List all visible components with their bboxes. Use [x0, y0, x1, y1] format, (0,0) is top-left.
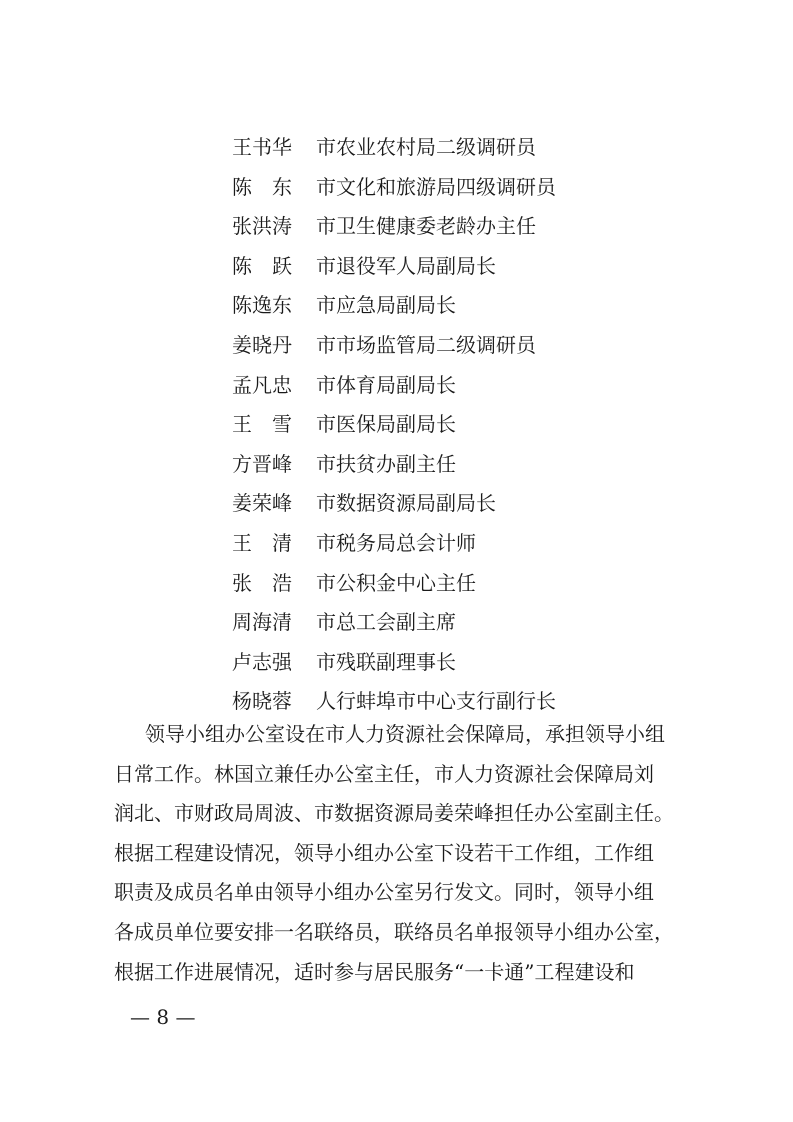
member-title: 市扶贫办副主任 [316, 451, 456, 476]
paragraph-line: 各成员单位要安排一名联络员，联络员名单报领导小组办公室， [114, 919, 674, 944]
member-title: 市数据资源局副局长 [316, 491, 496, 516]
member-row [232, 366, 702, 406]
paragraph-line: 根据工作进展情况，适时参与居民服务“一卡通”工程建设和 [114, 959, 635, 984]
member-row [232, 207, 702, 247]
member-title: 人行蚌埠市中心支行副行长 [316, 689, 556, 714]
member-title: 市公积金中心主任 [316, 570, 476, 595]
member-row [232, 603, 702, 643]
paragraph-line: 职责及成员名单由领导小组办公室另行发文。同时，领导小组 [114, 880, 654, 905]
paragraph-line: 润北、市财政局周波、市数据资源局姜荣峰担任办公室副主任。 [114, 801, 674, 826]
member-name: 王 清 [232, 530, 292, 555]
member-name: 陈 跃 [232, 253, 292, 278]
member-title: 市卫生健康委老龄办主任 [316, 214, 536, 239]
member-name: 方晋峰 [232, 451, 292, 476]
member-row [232, 484, 702, 524]
member-row [232, 247, 702, 287]
member-name: 张洪涛 [232, 214, 292, 239]
member-row [232, 168, 702, 208]
member-row [232, 128, 702, 168]
member-name: 周海清 [232, 610, 292, 635]
member-name: 陈逸东 [232, 293, 292, 318]
member-row [232, 564, 702, 604]
member-name: 杨晓蓉 [232, 689, 292, 714]
member-title: 市文化和旅游局四级调研员 [316, 174, 556, 199]
paragraph-line: 根据工程建设情况，领导小组办公室下设若干工作组，工作组 [114, 840, 654, 865]
member-name: 姜晓丹 [232, 332, 292, 357]
paragraph-line: 日常工作。林国立兼任办公室主任，市人力资源社会保障局刘 [114, 761, 654, 786]
member-row [232, 286, 702, 326]
member-title: 市农业农村局二级调研员 [316, 135, 536, 159]
member-title: 市医保局副局长 [316, 412, 456, 437]
member-title: 市市场监管局二级调研员 [316, 332, 536, 357]
page-number: — 8 — [130, 1005, 196, 1029]
member-row [232, 326, 702, 366]
member-row [232, 643, 702, 683]
member-name: 王书华 [232, 135, 292, 159]
member-list [232, 128, 702, 722]
member-name: 孟凡忠 [232, 372, 292, 397]
member-name: 张 浩 [232, 570, 292, 595]
member-name: 卢志强 [232, 649, 292, 674]
member-title: 市应急局副局长 [316, 293, 456, 318]
office-paragraph [114, 715, 713, 992]
member-title: 市总工会副主席 [316, 610, 456, 635]
member-row [232, 524, 702, 564]
member-title: 市残联副理事长 [316, 649, 456, 674]
member-name: 王 雪 [232, 412, 292, 437]
member-name: 陈 东 [232, 174, 292, 199]
paragraph-line: 领导小组办公室设在市人力资源社会保障局，承担领导小组 [145, 722, 665, 746]
member-title: 市税务局总会计师 [316, 530, 476, 555]
member-title: 市退役军人局副局长 [316, 253, 496, 278]
member-row [232, 445, 702, 485]
member-name: 姜荣峰 [232, 491, 292, 516]
member-title: 市体育局副局长 [316, 372, 456, 397]
member-row [232, 405, 702, 445]
